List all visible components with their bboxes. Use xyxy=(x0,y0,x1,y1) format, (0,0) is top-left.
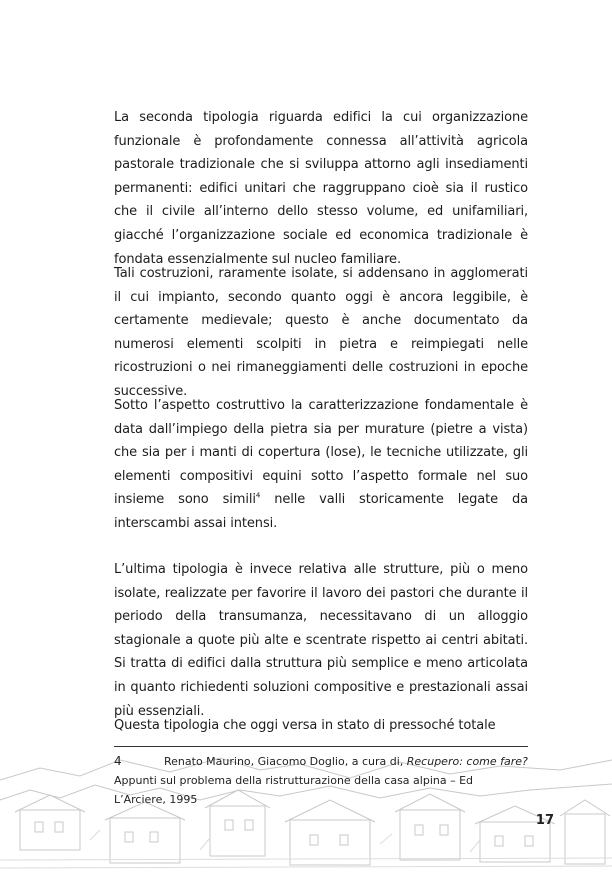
footnote-divider xyxy=(114,746,528,747)
footnote-number: 4 xyxy=(114,754,122,768)
paragraph-3-text: Sotto l’aspetto costruttivo la caratterizzazione fondamentale è data dall’impiego della pietra sia per murature (pietre a vista) che sia per i manti di copertura (lose), le tecniche utilizzate, gli elementi compositivi equini sotto l’aspetto formale nel suo insieme sono simili xyxy=(114,398,528,508)
footnote-reference: 4 xyxy=(255,492,261,501)
page-number: 17 xyxy=(535,813,554,828)
footnote-title: Recupero: come fare? xyxy=(406,755,528,768)
paragraph-1: La seconda tipologia riguarda edifici la cui organizzazione funzionale è profondamente connessa all’attività agricola pastorale tradizionale che si sviluppa attorno agli insediamenti permanenti: edifici unitari che raggruppano cioè sia il rustico che il civile all’interno dello stesso volume, ed unifamiliari, giacché l’organizzazione sociale ed economica tradizionale è fondata essenzialmente sul nucleo familiare. xyxy=(114,110,528,267)
paragraph-2: Tali costruzioni, raramente isolate, si addensano in agglomerati il cui impianto, secondo quanto oggi è ancora leggibile, è certamente medievale; questo è anche documentato da numerosi elementi scolpiti in pietra e reimpiegati nelle ricostruzioni o nei rimaneggiamenti delle costruzioni in epoche successive. xyxy=(114,266,528,399)
paragraph-5: Questa tipologia che oggi versa in stato di pressoché totale xyxy=(114,718,496,733)
footnote-text: Renato Maurino, Giacomo Doglio, a cura di, xyxy=(164,755,407,768)
paragraph-3 xyxy=(114,394,528,536)
footnote xyxy=(114,752,528,809)
paragraph-3-text-end: nelle valli storicamente legate da interscambi assai intensi. xyxy=(114,492,528,531)
paragraph-4: L’ultima tipologia è invece relativa alle strutture, più o meno isolate, realizzate per favorire il lavoro dei pastori che durante il periodo della transumanza, necessitavano di un alloggio stagionale a quote più alte e scentrate rispetto ai centri abitati. Si tratta di edifici dalla struttura più semplice e meno articolata in quanto richiedenti soluzioni compositive e prestazionali assai più essenziali. xyxy=(114,562,528,719)
footnote-text-end: Appunti sul problema della ristrutturazione della casa alpina – Ed L’Arciere, 1995 xyxy=(114,774,474,806)
